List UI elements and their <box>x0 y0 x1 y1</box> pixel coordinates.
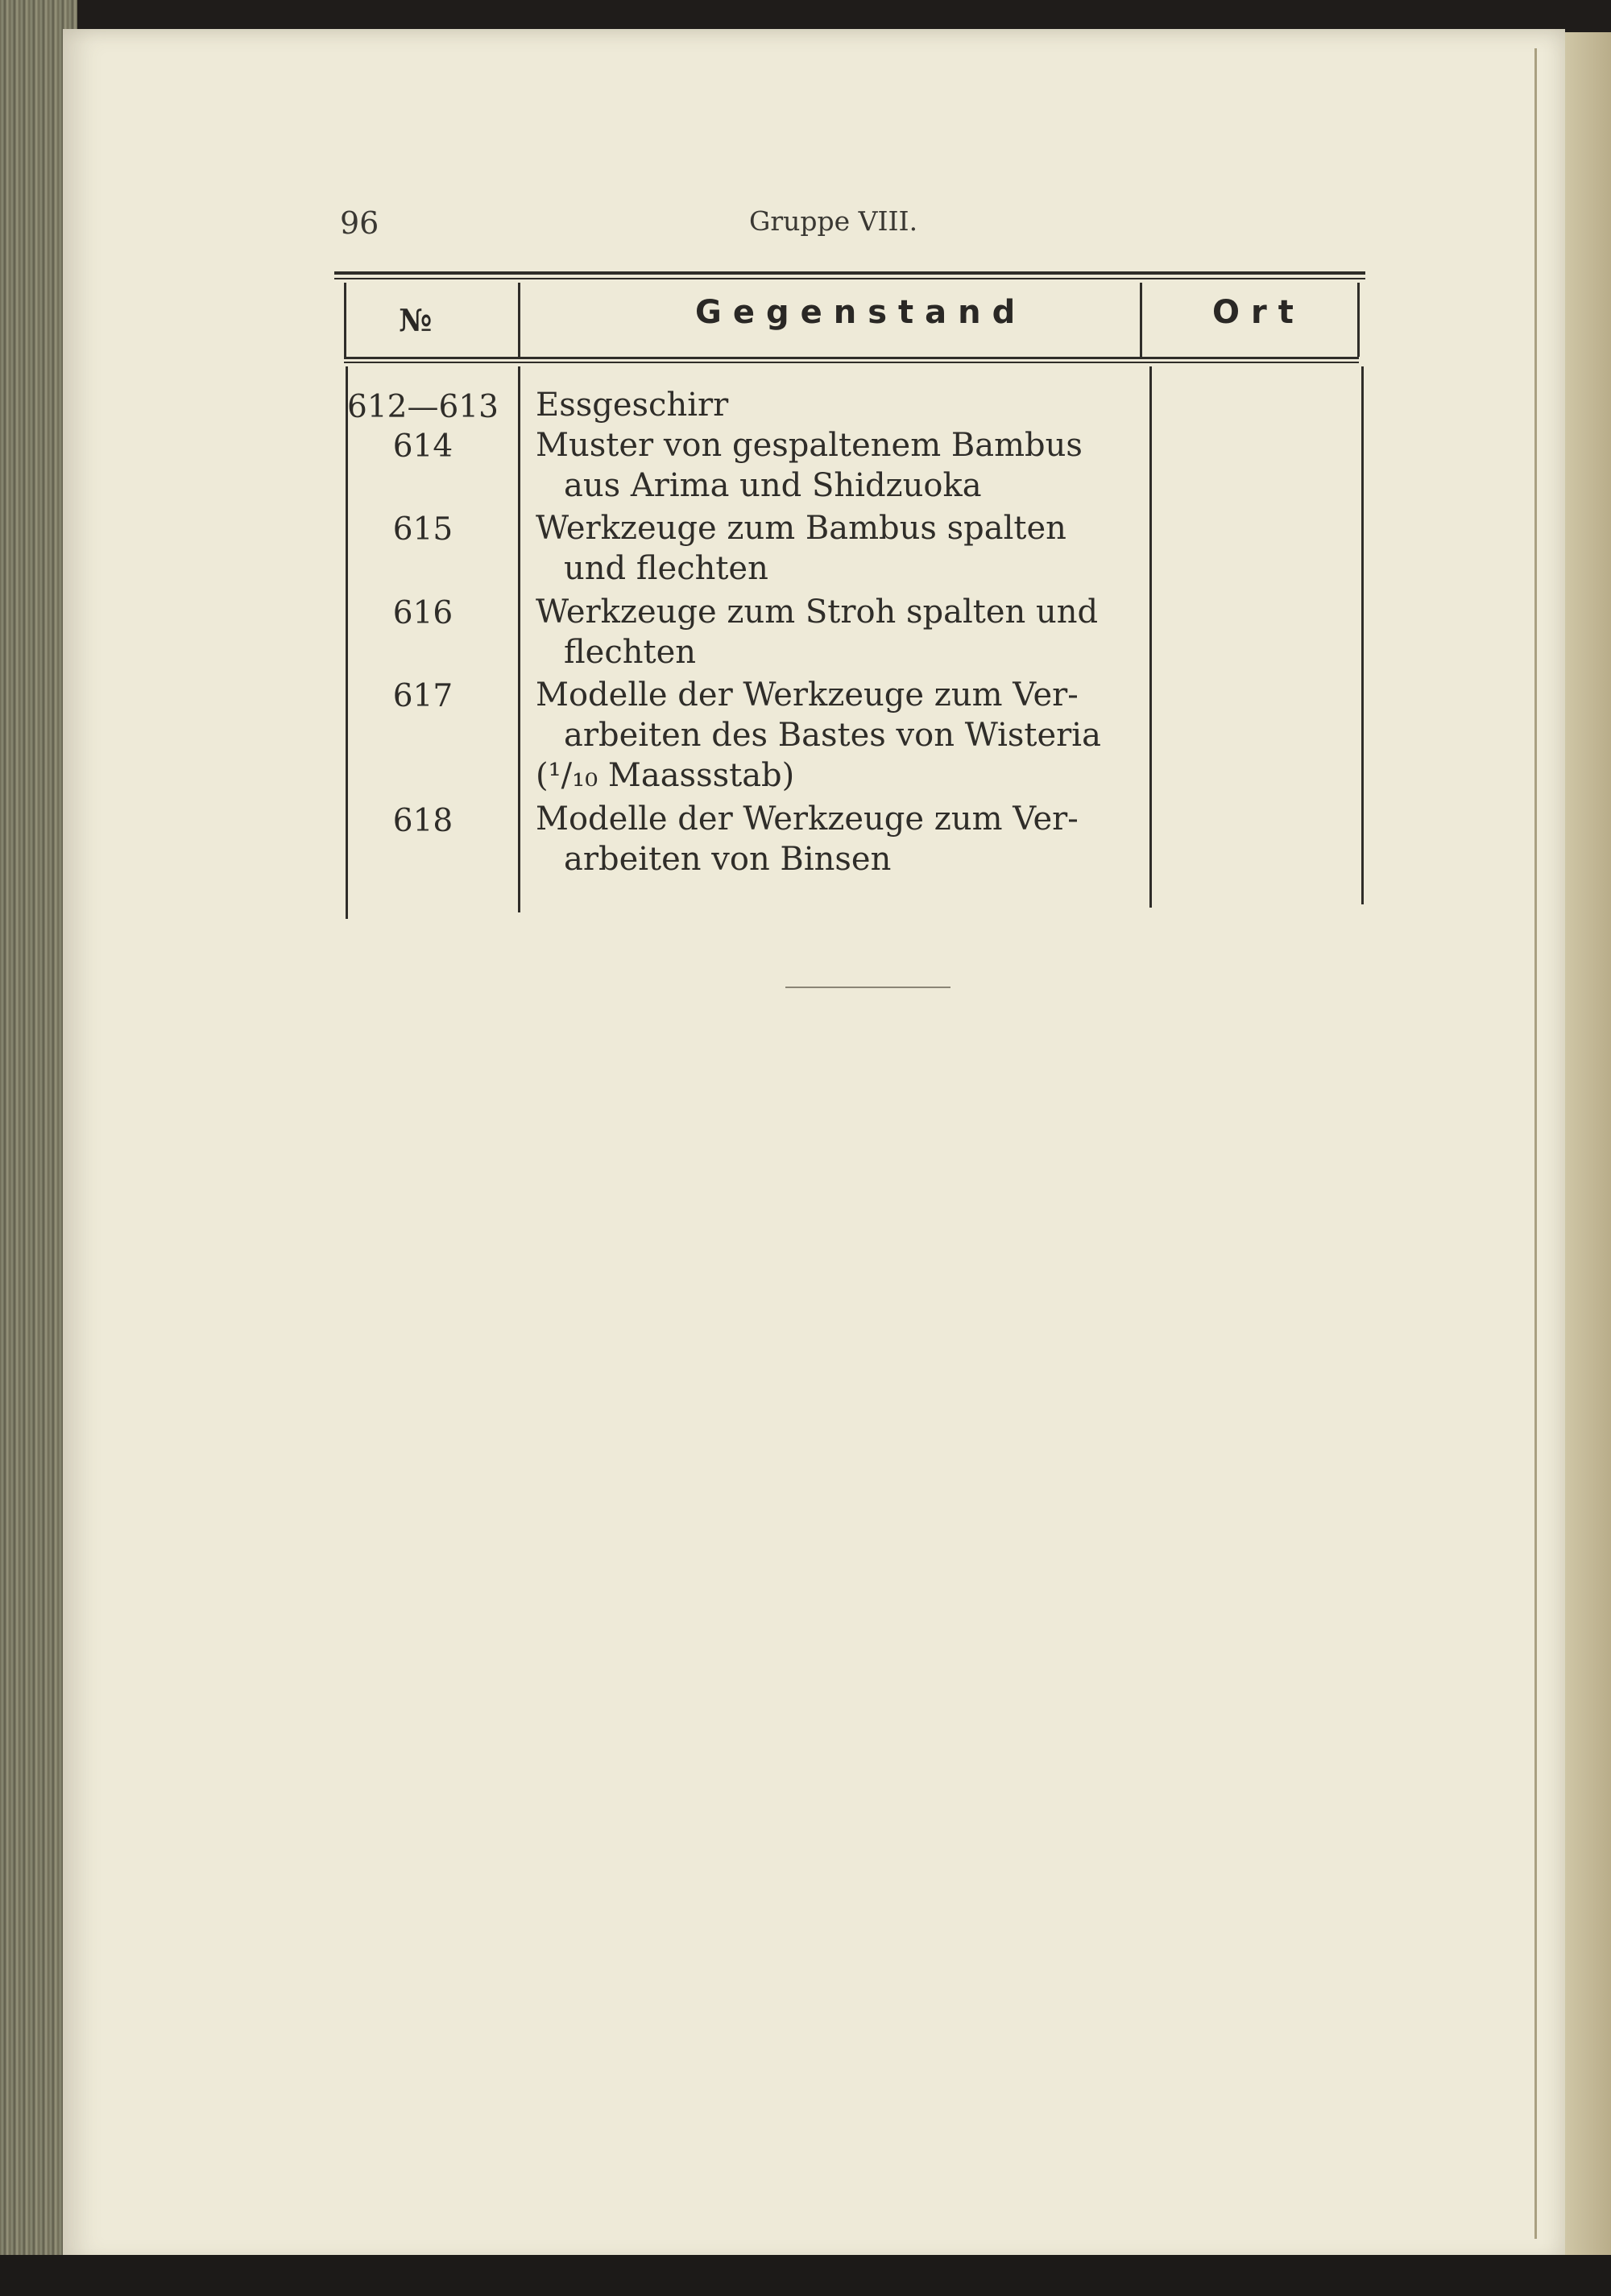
row-item-text: Werkzeuge zum Stroh spalten und <box>536 594 1099 631</box>
row-item-text: arbeiten des Bastes von Wisteria <box>564 717 1101 754</box>
column-header-item: Gegenstand <box>695 294 1027 331</box>
section-end-rule <box>785 987 950 988</box>
row-number: 618 <box>392 803 453 839</box>
table-top-rule <box>334 271 1365 275</box>
row-item-text: Essgeschirr <box>536 387 729 424</box>
row-item-text: (¹/₁₀ Maassstab) <box>536 757 795 794</box>
row-item-text: Werkzeuge zum Bambus spalten <box>536 510 1066 547</box>
exhibit-table <box>334 271 1365 916</box>
row-number: 615 <box>392 511 453 548</box>
row-item-text: aus Arima und Shidzuoka <box>564 467 982 504</box>
column-header-location: Ort <box>1212 294 1305 331</box>
row-item-text: Modelle der Werkzeuge zum Ver- <box>536 800 1079 838</box>
row-item-text: arbeiten von Binsen <box>564 841 892 878</box>
book-bottom-edge <box>0 2255 1611 2296</box>
col-line-2-header <box>1140 283 1142 357</box>
header-bottom-rule-thin <box>344 362 1359 363</box>
row-number: 617 <box>392 678 453 714</box>
col-line-1-header <box>518 283 520 357</box>
row-number: 614 <box>392 428 453 465</box>
page-fold-line <box>1534 48 1537 2239</box>
column-header-number: № <box>399 302 433 338</box>
row-item-text: Modelle der Werkzeuge zum Ver- <box>536 676 1079 714</box>
page-number: 96 <box>340 205 379 241</box>
row-item-text: flechten <box>564 634 697 671</box>
row-item-text: Muster von gespaltenem Bambus <box>536 427 1083 464</box>
row-number: 612—613 <box>347 389 499 425</box>
header-bottom-rule <box>344 357 1359 359</box>
running-title: Gruppe VIII. <box>749 205 918 237</box>
row-item-text: und flechten <box>564 550 768 587</box>
col-line-1 <box>518 366 520 912</box>
row-number: 616 <box>392 595 453 631</box>
col-line-left-header <box>344 283 346 357</box>
table-top-rule-thin <box>334 278 1365 279</box>
col-line-right-header <box>1357 283 1360 357</box>
col-line-right <box>1361 366 1364 904</box>
